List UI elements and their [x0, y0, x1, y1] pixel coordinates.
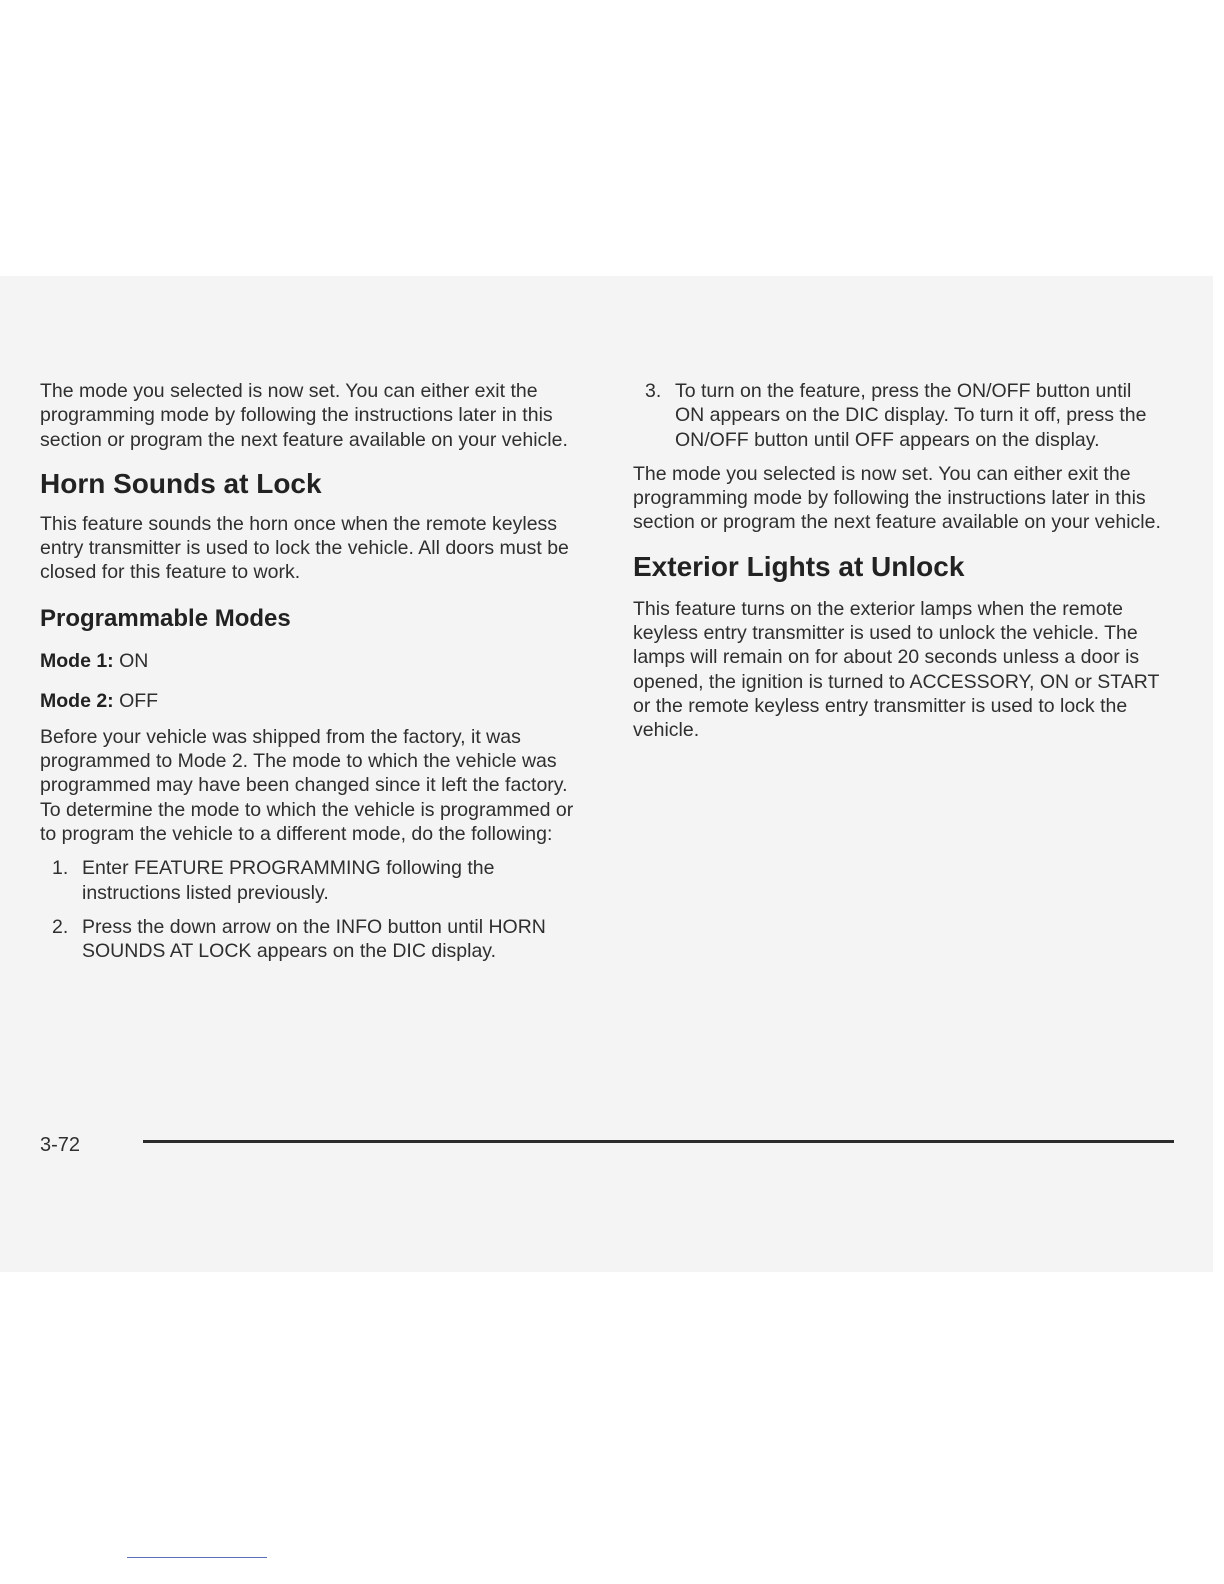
manual-page — [0, 276, 1213, 1272]
bottom-underline-divider — [127, 1557, 267, 1558]
mode-1-value: ON — [119, 649, 149, 672]
step-1-number: 1. — [52, 857, 69, 880]
horn-sounds-description: This feature sounds the horn once when the remote keyless entry transmitter is used to lock the vehicle. All doors must be closed for this feature to work. — [40, 512, 569, 584]
factory-mode-paragraph: Before your vehicle was shipped from the factory, it was programmed to Mode 2. The mode to which the vehicle was programmed may have been changed since it left the factory. To determine the mode to which the vehicle is programmed or to program the vehicle to a different mode, do the following: — [40, 725, 574, 845]
steps-list-left — [40, 856, 570, 963]
mode-2-label: Mode 2: — [40, 689, 114, 712]
step-3-number: 3. — [645, 380, 662, 402]
list-item — [40, 915, 570, 964]
list-item — [633, 379, 1153, 452]
page-number: 3-72 — [40, 1134, 81, 1156]
mode-2-value: OFF — [119, 689, 159, 712]
section-title-exterior-lights: Exterior Lights at Unlock — [633, 550, 965, 582]
right-column — [633, 379, 1178, 743]
steps-list-right — [633, 379, 1153, 452]
mode-2-line — [40, 689, 600, 713]
mode-1-line — [40, 649, 600, 673]
intro-paragraph: The mode you selected is now set. You can either exit the programming mode by following the instructions later in this section or program the next feature available on your vehicle. — [40, 380, 568, 451]
footer-divider — [143, 1140, 1174, 1143]
mode-set-paragraph: The mode you selected is now set. You can either exit the programming mode by following the instructions later in this section or program the next feature available on your vehicle. — [633, 462, 1161, 534]
step-3-text: To turn on the feature, press the ON/OFF button until ON appears on the DIC display. To turn it off, press the ON/OFF button until OFF appears on the display. — [675, 380, 1147, 451]
list-item — [40, 856, 570, 905]
left-column — [40, 379, 600, 963]
section-title-horn-sounds: Horn Sounds at Lock — [40, 467, 322, 499]
mode-1-label: Mode 1: — [40, 649, 114, 672]
step-1-text: Enter FEATURE PROGRAMMING following the instructions listed previously. — [82, 857, 495, 904]
exterior-lights-description: This feature turns on the exterior lamps when the remote keyless entry transmitter is used to unlock the vehicle. The lamps will remain on for about 20 seconds unless a door is opened, the ignition is turned to ACCESSORY, ON or START or the remote keyless entry transmitter is used to lock the vehicle. — [633, 597, 1160, 742]
step-2-text: Press the down arrow on the INFO button until HORN SOUNDS AT LOCK appears on the DIC display. — [82, 915, 546, 963]
subsection-title-programmable-modes: Programmable Modes — [40, 604, 291, 632]
step-2-number: 2. — [52, 915, 69, 938]
